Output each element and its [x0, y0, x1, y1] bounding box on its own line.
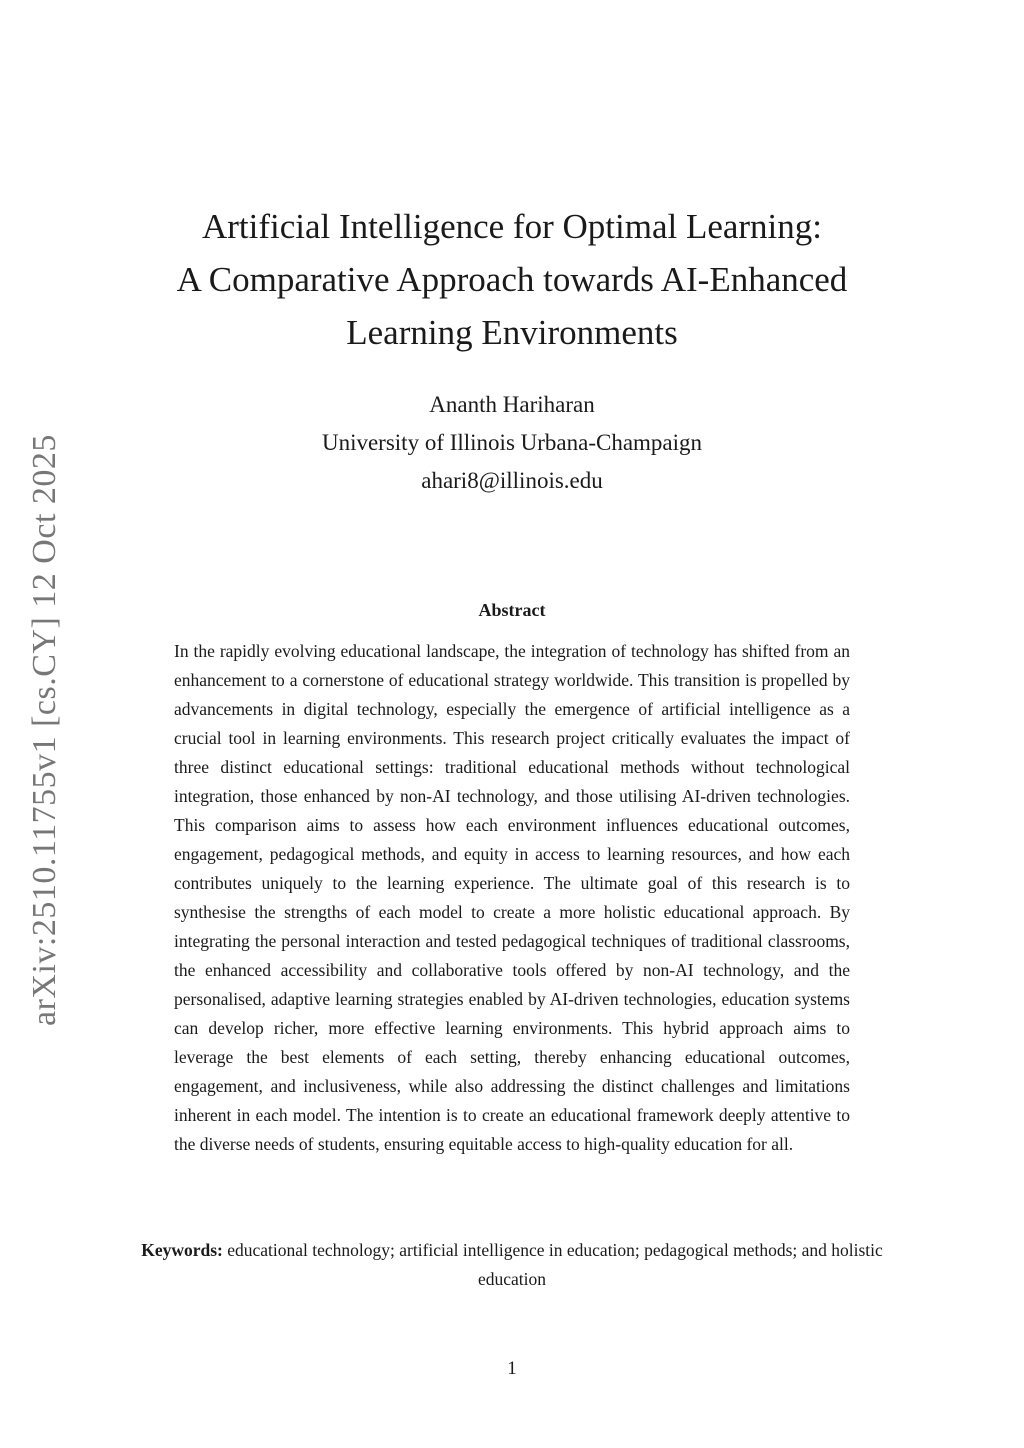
page-number: 1 [507, 1358, 517, 1379]
title-line: Learning Environments [346, 313, 678, 352]
abstract-body: In the rapidly evolving educational landscape, the integration of technology has shifted from an enhancement to a cornerstone of educational strategy worldwide. This transition is propelled by advancements in digital technology, especially the emergence of artificial intelligence as a crucial tool in learning environments. This research project critically evaluates the impact of three distinct educational settings: traditional educational methods without technological integration, those enhanced by non-AI technology, and those utilising AI-driven technologies. This comparison aims to assess how each environment influences educational outcomes, engagement, pedagogical methods, and equity in access to learning resources, and how each contributes uniquely to the learning experience. The ultimate goal of this research is to synthesise the strengths of each model to create a more holistic educational approach. By integrating the personal interaction and tested pedagogical techniques of traditional classrooms, the enhanced accessibility and collaborative tools offered by non-AI technology, and the personalised, adaptive learning strategies enabled by AI-driven technologies, education systems can develop richer, more effective learning environments. This hybrid approach aims to leverage the best elements of each setting, thereby enhancing educational outcomes, engagement, and inclusiveness, while also addressing the distinct challenges and limitations inherent in each model. The intention is to create an educational framework deeply attentive to the diverse needs of students, ensuring equitable access to high-quality education for all. [174, 641, 850, 1154]
author-email: ahari8@illinois.edu [421, 468, 603, 493]
title-line: Artificial Intelligence for Optimal Learning: [201, 207, 823, 246]
title-line: A Comparative Approach towards AI-Enhanced [176, 260, 848, 299]
keywords [126, 1236, 898, 1294]
arxiv-identifier: arXiv:2510.11755v1 [cs.CY] 12 Oct 2025 [26, 434, 63, 1026]
author-block [112, 386, 912, 500]
author-affiliation: University of Illinois Urbana-Champaign [321, 430, 703, 455]
abstract-heading: Abstract [478, 600, 546, 620]
author-name: Ananth Hariharan [429, 392, 595, 417]
paper-title [112, 200, 912, 359]
keywords-text: educational technology; artificial intelligence in education; pedagogical methods; and holistic education [227, 1240, 883, 1289]
keywords-label: Keywords: [141, 1240, 223, 1260]
